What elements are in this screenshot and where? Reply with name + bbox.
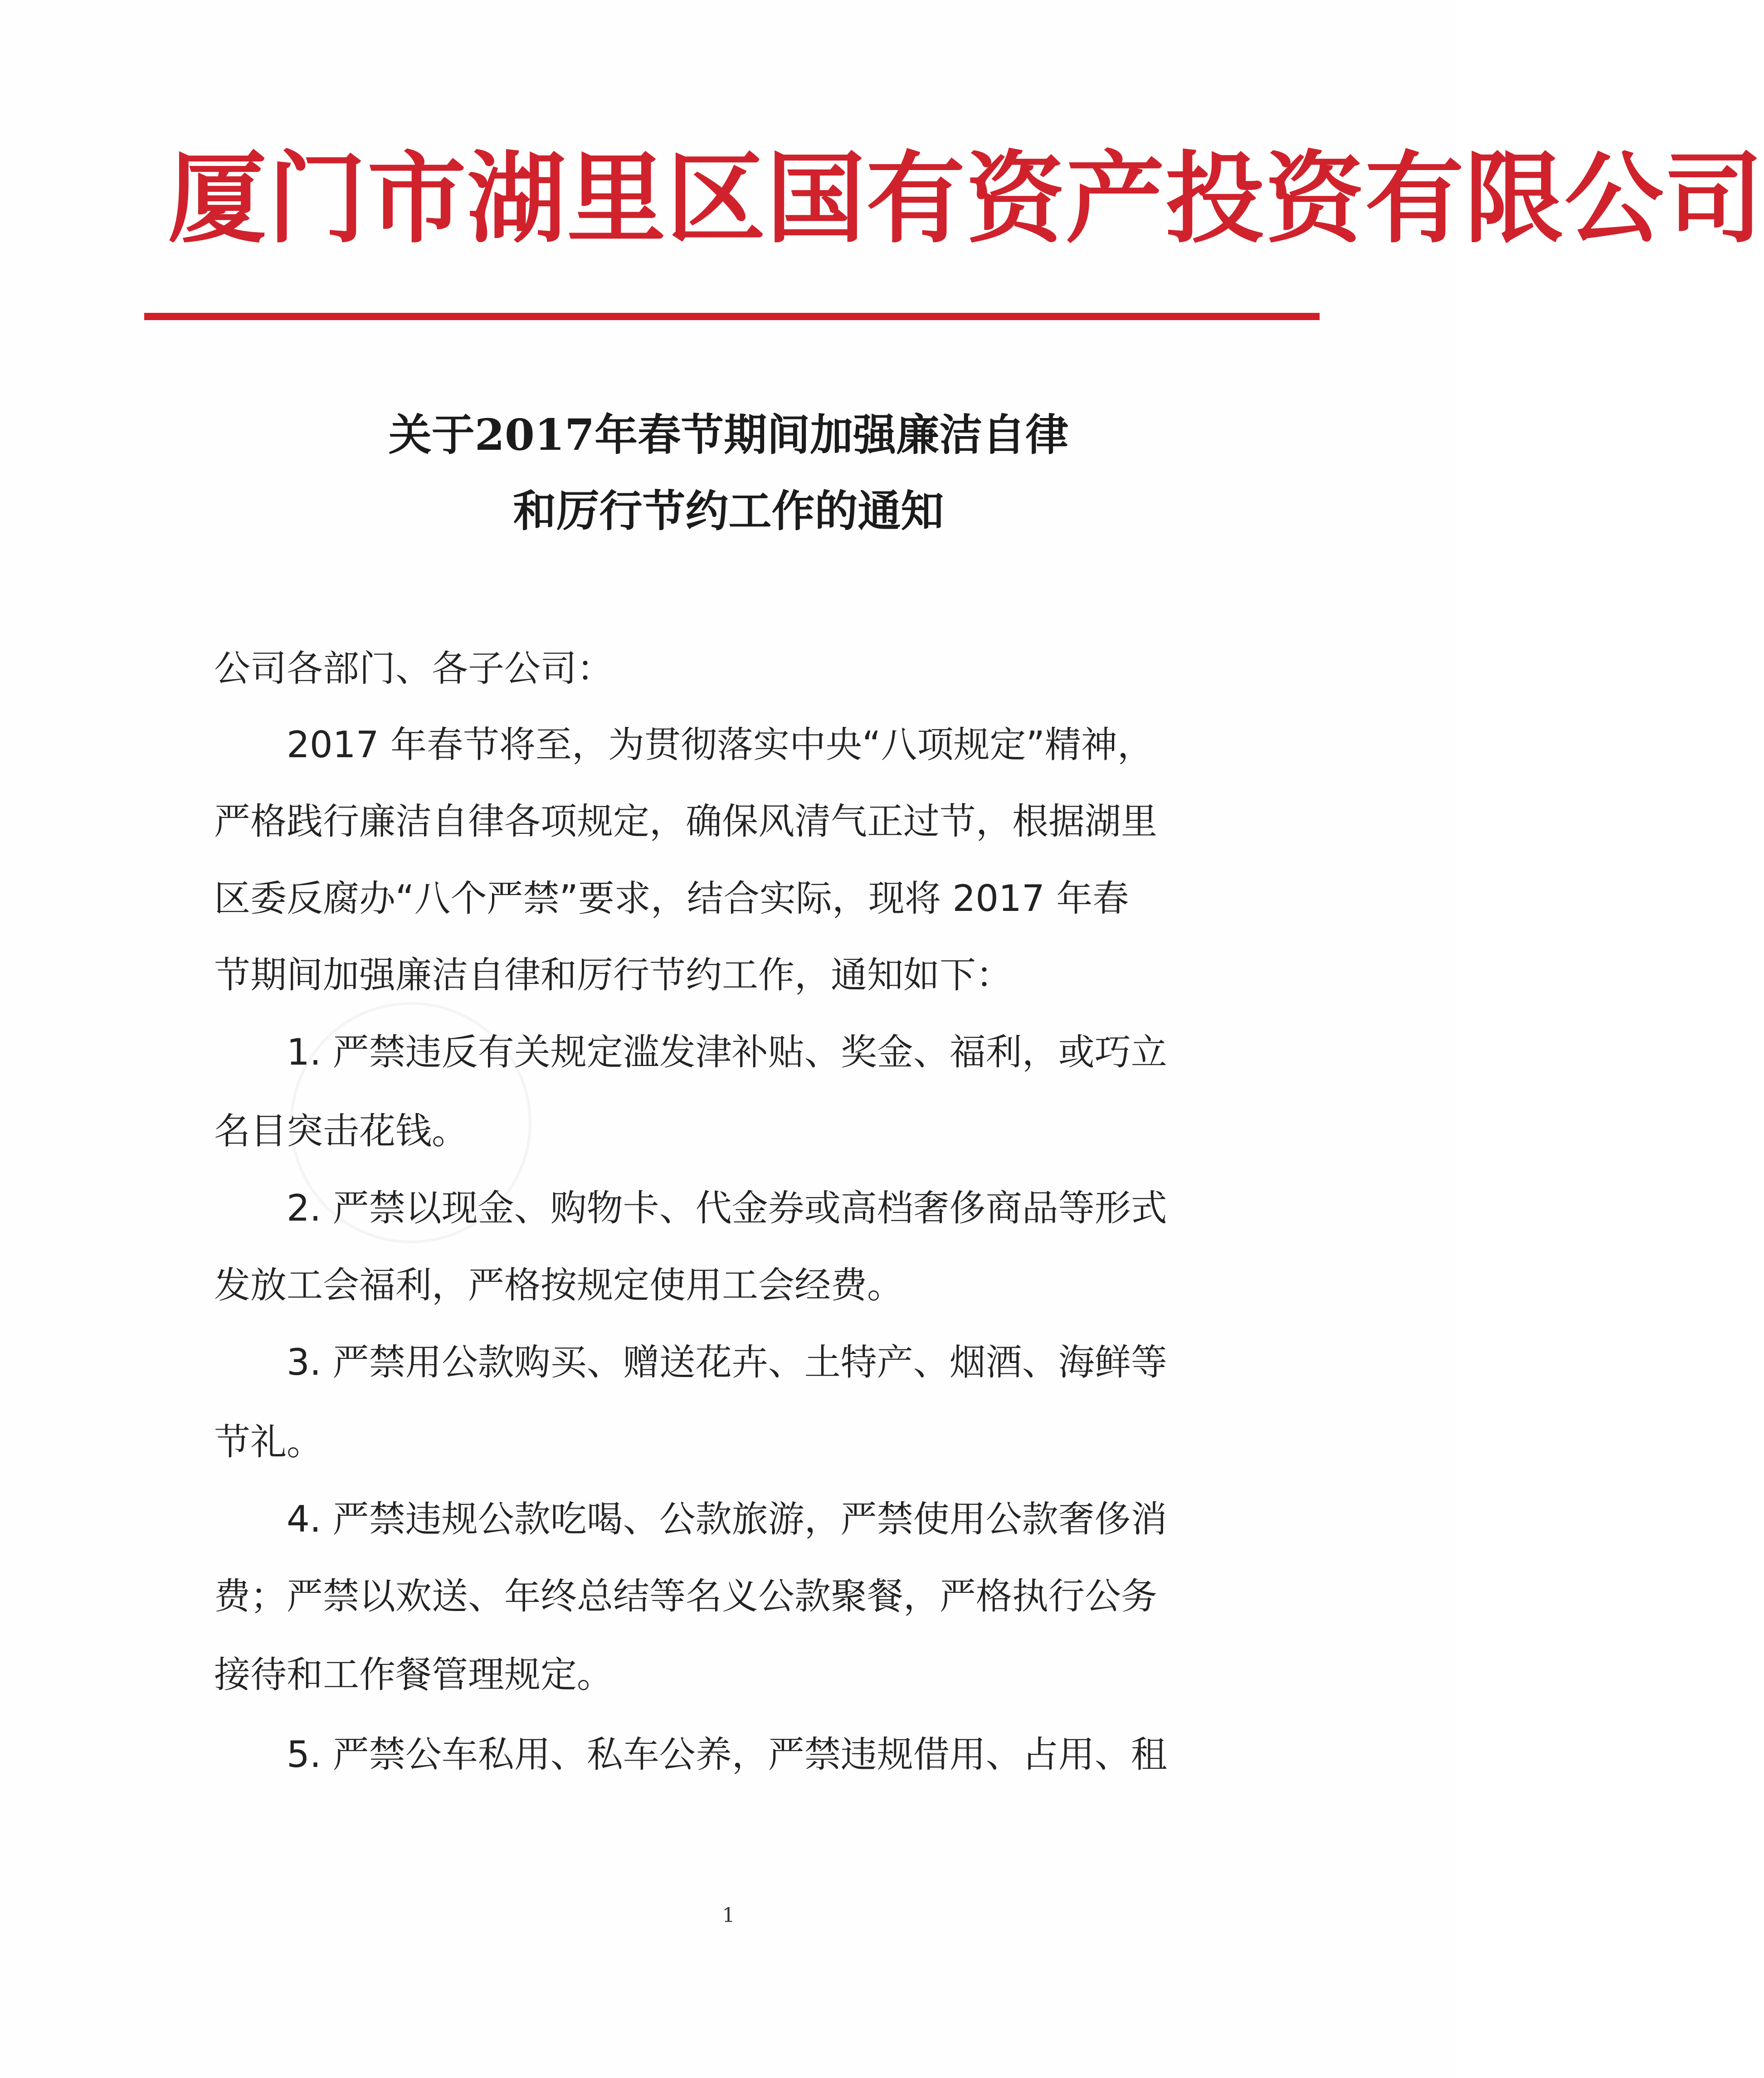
list-item-2-line-1: 2. 严禁以现金、购物卡、代金券或高档奢侈商品等形式 xyxy=(287,1187,1167,1229)
list-item-1-line-2: 名目突击花钱。 xyxy=(214,1110,468,1152)
body-line: 2017 年春节将至，为贯彻落实中央“八项规定”精神， xyxy=(287,724,1154,766)
body-line: 严格践行廉洁自律各项规定，确保风清气正过节，根据湖里 xyxy=(214,800,1157,842)
notice-title-line-2: 和厉行节约工作的通知 xyxy=(513,486,944,536)
list-item-1-line-1: 1. 严禁违反有关规定滥发津补贴、奖金、福利，或巧立 xyxy=(287,1031,1167,1073)
list-item-4-line-2: 费；严禁以欢送、年终总结等名义公款聚餐，严格执行公务 xyxy=(214,1575,1157,1617)
body-line: 节期间加强廉洁自律和厉行节约工作，通知如下： xyxy=(214,954,1012,996)
list-item-4-line-1: 4. 严禁违规公款吃喝、公款旅游，严禁使用公款奢侈消 xyxy=(287,1498,1167,1540)
list-item-4-line-3: 接待和工作餐管理规定。 xyxy=(214,1654,613,1696)
page-number: 1 xyxy=(722,1904,735,1927)
notice-title-line-1: 关于2017年春节期间加强廉洁自律 xyxy=(388,410,1069,460)
list-item-3-line-1: 3. 严禁用公款购买、赠送花卉、土特产、烟酒、海鲜等 xyxy=(287,1341,1167,1383)
body-line: 区委反腐办“八个严禁”要求，结合实际，现将 2017 年春 xyxy=(214,877,1129,920)
list-item-5-line-1: 5. 严禁公车私用、私车公养，严禁违规借用、占用、租 xyxy=(287,1733,1167,1776)
list-item-3-line-2: 节礼。 xyxy=(214,1421,323,1463)
letterhead-red-rule xyxy=(144,313,1320,320)
salutation: 公司各部门、各子公司： xyxy=(214,647,613,690)
letterhead-org-name: 厦门市湖里区国有资产投资有限公司 xyxy=(168,142,1764,257)
list-item-2-line-2: 发放工会福利，严格按规定使用工会经费。 xyxy=(214,1264,903,1306)
